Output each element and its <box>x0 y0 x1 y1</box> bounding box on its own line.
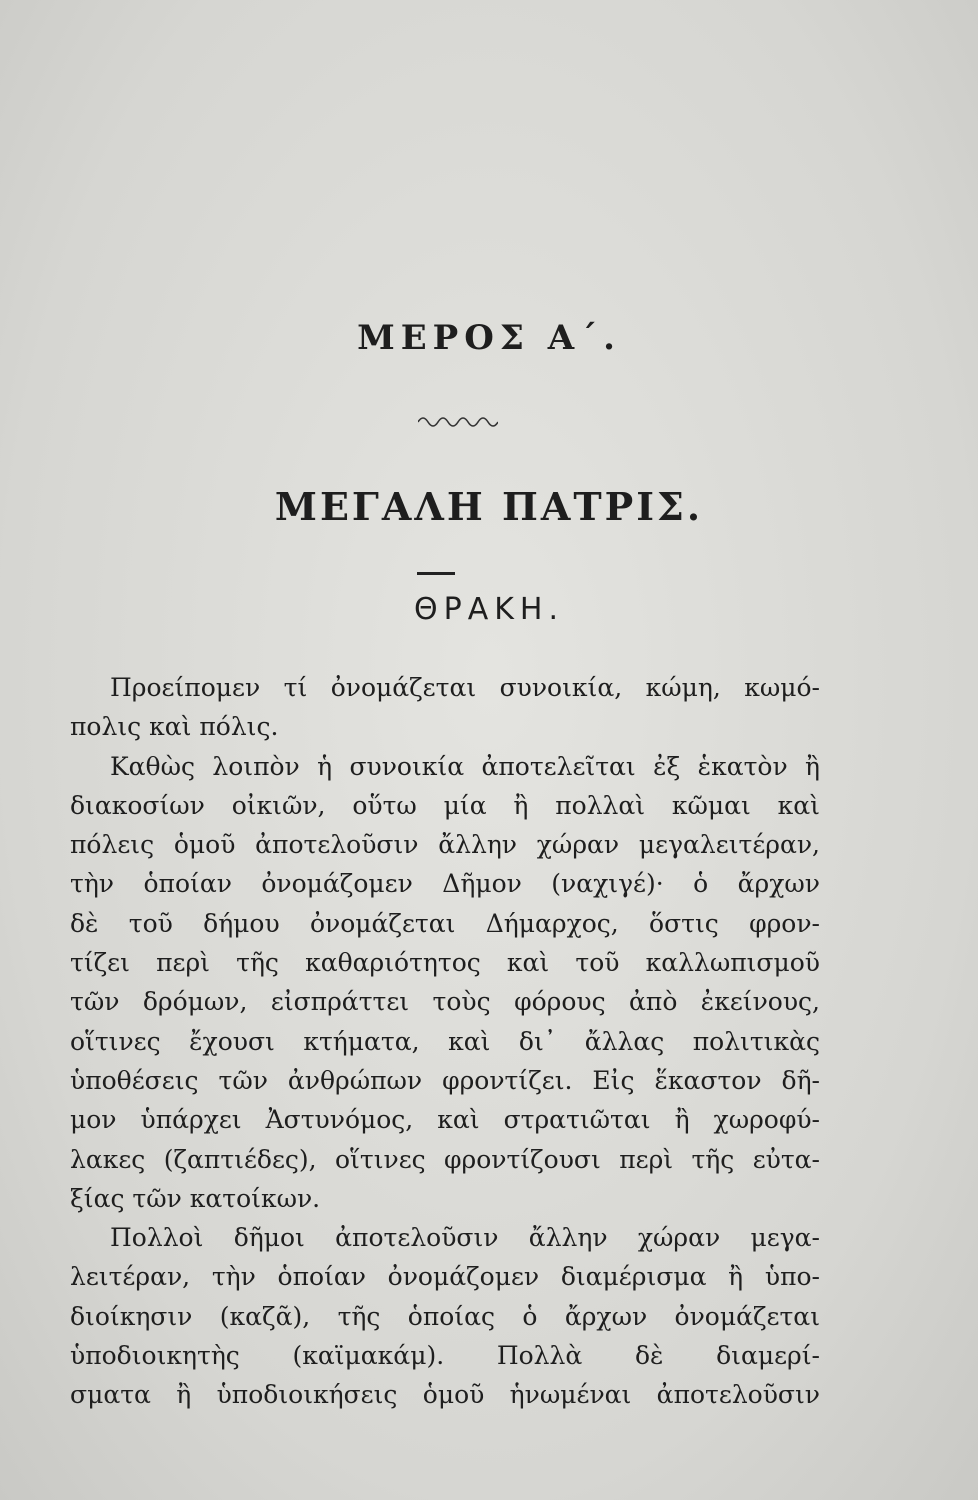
text-line: τῶν δρόμων, εἰσπράττει τοὺς φόρους ἀπὸ ἐκείνους, <box>70 987 820 1017</box>
text-line: λακες (ζαπτιέδες), οἵτινες φροντίζουσι περὶ τῆς εὐτα- <box>70 1144 820 1174</box>
text-line: ὑποθέσεις τῶν ἀνθρώπων φροντίζει. Εἰς ἕκαστον δῆ- <box>70 1065 820 1095</box>
text-line: διακοσίων οἰκιῶν, οὕτω μία ἢ πολλαὶ κῶμαι καὶ <box>70 790 820 820</box>
main-title: ΜΕΓΑΛΗ ΠΑΤΡΙΣ. <box>274 484 704 529</box>
title-divider <box>417 572 455 575</box>
part-heading: ΜΕΡΟΣ Α΄. <box>357 318 621 358</box>
paragraph-1 <box>70 668 820 747</box>
section-title: ΘΡΑΚΗ. <box>414 592 564 627</box>
text-line: πόλεις ὁμοῦ ἀποτελοῦσιν ἄλλην χώραν μεγαλειτέραν, <box>70 830 820 860</box>
wavy-ornament <box>418 412 498 428</box>
text-line: σματα ἢ ὑποδιοικήσεις ὁμοῦ ἡνωμέναι ἀποτελοῦσιν <box>70 1380 820 1410</box>
text-line: τὴν ὁποίαν ὀνομάζομεν Δῆμον (ναχιγέ)· ὁ ἄρχων <box>70 869 820 899</box>
text-line: Πολλοὶ δῆμοι ἀποτελοῦσιν ἄλλην χώραν μεγα- <box>110 1223 820 1253</box>
text-line: ὑποδιοικητὴς (καϊμακάμ). Πολλὰ δὲ διαμερί- <box>70 1341 820 1371</box>
text-line: Καθὼς λοιπὸν ἡ συνοικία ἀποτελεῖται ἐξ ἑκατὸν ἢ <box>110 751 820 781</box>
text-line: Προείπομεν τί ὀνομάζεται συνοικία, κώμη, κωμό- <box>110 673 820 702</box>
text-line: οἵτινες ἔχουσι κτήματα, καὶ δι᾿ ἄλλας πολιτικὰς <box>70 1026 820 1056</box>
text-line: πολις καὶ πόλις. <box>70 712 279 742</box>
paragraph-3 <box>70 1218 820 1414</box>
text-line: μον ὑπάρχει Ἀστυνόμος, καὶ στρατιῶται ἢ χωροφύ- <box>70 1105 820 1135</box>
body-text <box>70 668 820 1415</box>
text-line: διοίκησιν (καζᾶ), τῆς ὁποίας ὁ ἄρχων ὀνομάζεται <box>70 1301 820 1331</box>
paragraph-2 <box>70 747 820 1219</box>
text-line: ξίας τῶν κατοίκων. <box>70 1183 321 1213</box>
text-line: τίζει περὶ τῆς καθαριότητος καὶ τοῦ καλλωπισμοῦ <box>70 948 820 978</box>
text-line: λειτέραν, τὴν ὁποίαν ὀνομάζομεν διαμέρισμα ἢ ὑπο- <box>70 1262 820 1292</box>
text-line: δὲ τοῦ δήμου ὀνομάζεται Δήμαρχος, ὅστις φρον- <box>70 908 820 938</box>
